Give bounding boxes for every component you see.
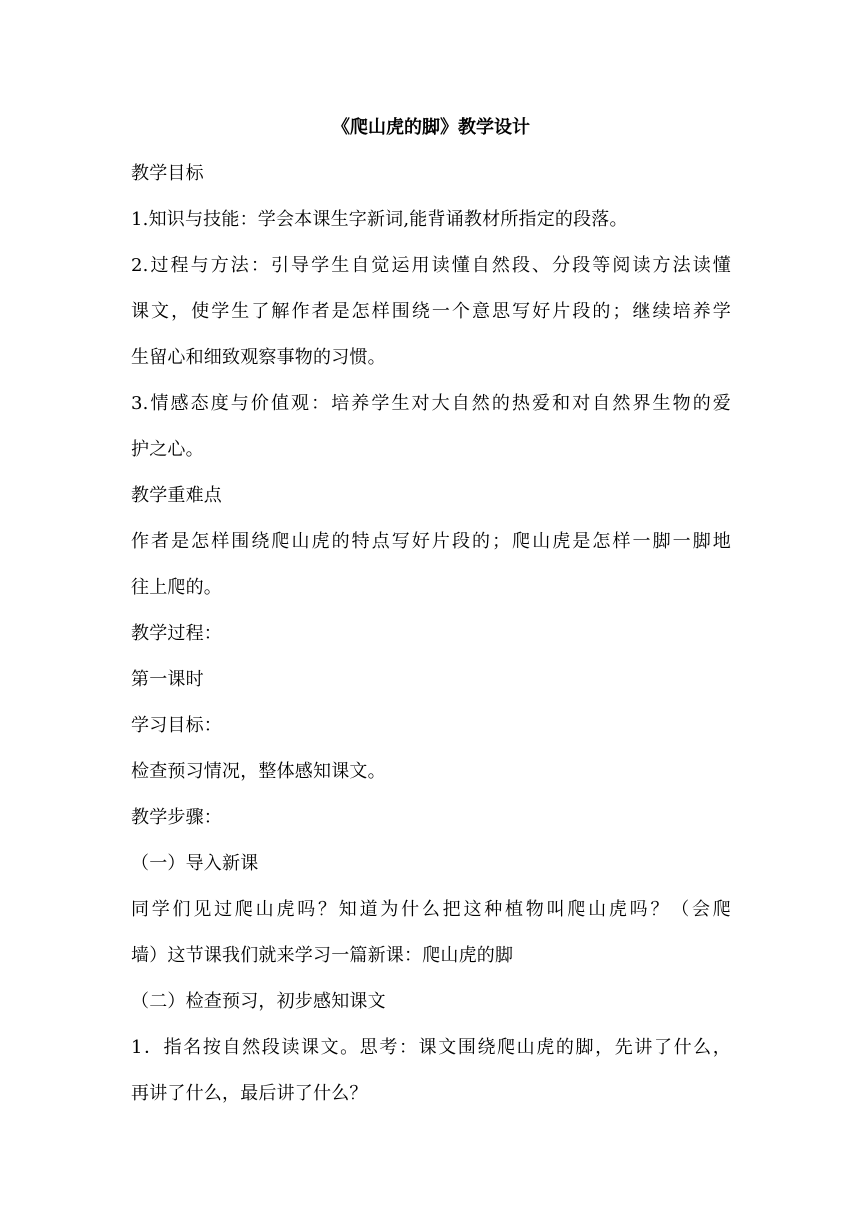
step-two-item-1-line-2: 再讲了什么，最后讲了什么？: [131, 1083, 368, 1104]
step-one-heading: （一）导入新课: [131, 853, 259, 874]
goal-process-methods-line-1: 2.过程与方法：引导学生自觉运用读懂自然段、分段等阅读方法读懂: [131, 255, 731, 276]
goal-attitudes-values-line-2: 护之心。: [131, 439, 204, 460]
section-heading-teaching-process: 教学过程：: [131, 623, 222, 644]
learning-goals-heading: 学习目标：: [131, 715, 222, 736]
document-body: [131, 108, 731, 1117]
step-two-heading: （二）检查预习，初步感知课文: [131, 991, 386, 1012]
lesson-period-heading: 第一课时: [131, 669, 204, 690]
key-difficulties-line-1: 作者是怎样围绕爬山虎的特点写好片段的；爬山虎是怎样一脚一脚地: [131, 531, 731, 552]
step-two-item-1-line-1: 1．指名按自然段读课文。思考：课文围绕爬山虎的脚，先讲了什么，: [131, 1037, 731, 1058]
document-title: 《爬山虎的脚》教学设计: [332, 117, 530, 138]
goal-knowledge-skills: 1.知识与技能：学会本课生字新词,能背诵教材所指定的段落。: [131, 209, 628, 230]
step-one-text-line-2: 墙）这节课我们就来学习一篇新课：爬山虎的脚: [131, 945, 514, 966]
step-one-text-line-1: 同学们见过爬山虎吗？知道为什么把这种植物叫爬山虎吗？（会爬: [131, 899, 731, 920]
section-heading-key-difficulties: 教学重难点: [131, 485, 222, 506]
goal-process-methods-line-3: 生留心和细致观察事物的习惯。: [131, 347, 386, 368]
goal-process-methods-line-2: 课文，使学生了解作者是怎样围绕一个意思写好片段的；继续培养学: [131, 301, 731, 322]
key-difficulties-line-2: 往上爬的。: [131, 577, 222, 598]
learning-goals-text: 检查预习情况，整体感知课文。: [131, 761, 386, 782]
teaching-steps-heading: 教学步骤：: [131, 807, 222, 828]
goal-attitudes-values-line-1: 3.情感态度与价值观：培养学生对大自然的热爱和对自然界生物的爱: [131, 393, 731, 414]
section-heading-teaching-goals: 教学目标: [131, 163, 204, 184]
